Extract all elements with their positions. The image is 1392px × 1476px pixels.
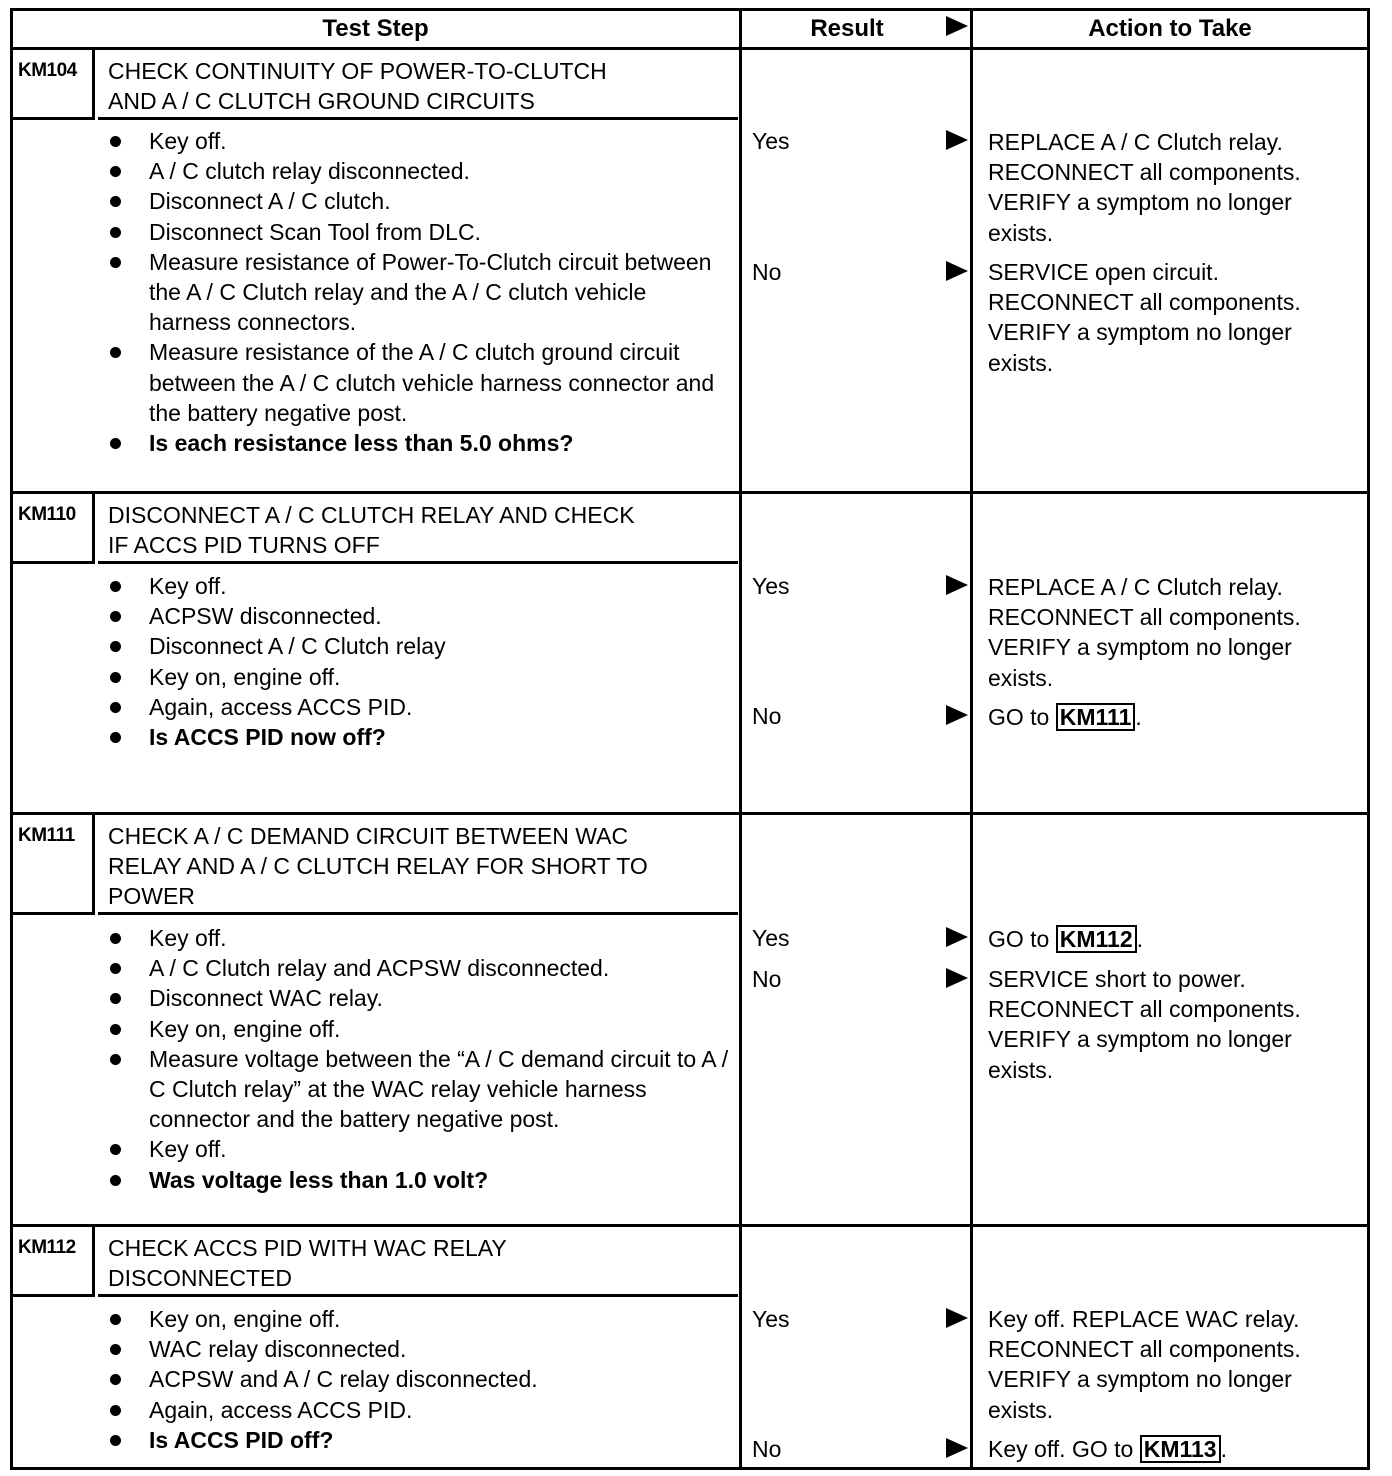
action-suffix: . [1136,926,1144,952]
list-item: A / C Clutch relay and ACPSW disconnected. [104,953,734,983]
result-no: No [752,259,782,285]
step-id: KM112 [12,1227,95,1297]
list-item: ACPSW and A / C relay disconnected. [104,1364,734,1394]
list-item-question: Is ACCS PID now off? [104,722,734,752]
column-divider-result [739,8,742,1470]
result-no: No [752,966,782,992]
arrow-right-icon [946,16,968,36]
list-item-question: Is ACCS PID off? [104,1425,734,1455]
list-item: Again, access ACCS PID. [104,692,734,722]
result-yes: Yes [752,128,790,154]
step-procedure-list [104,1304,734,1455]
list-item: Disconnect WAC relay. [104,983,734,1013]
step-reference-link[interactable]: KM112 [1056,925,1137,953]
step-reference-link[interactable]: KM111 [1056,703,1136,731]
action-text [988,924,1358,954]
arrow-right-icon [946,1308,968,1328]
action-text [988,702,1358,732]
step-id: KM104 [12,50,95,120]
action-text: REPLACE A / C Clutch relay. RECONNECT all components. VERIFY a symptom no longer exists. [988,129,1301,246]
list-item: Key off. [104,571,734,601]
step-id: KM111 [12,815,95,915]
action-text [988,1434,1358,1464]
step-title-line: DISCONNECTED [108,1265,293,1291]
step-title-line: CHECK ACCS PID WITH WAC RELAY [108,1235,507,1261]
step-title [98,815,738,915]
arrow-right-icon [946,130,968,150]
action-text: SERVICE short to power. RECONNECT all components. VERIFY a symptom no longer exists. [988,966,1301,1083]
header-action: Action to Take [1088,15,1252,42]
step-title [98,494,738,564]
step-title-line: DISCONNECT A / C CLUTCH RELAY AND CHECK [108,502,635,528]
list-item: Key off. [104,126,734,156]
action-prefix: GO to [988,926,1050,952]
step-title-line: AND A / C CLUTCH GROUND CIRCUITS [108,88,535,114]
list-item: Key on, engine off. [104,1014,734,1044]
list-item: Disconnect A / C clutch. [104,186,734,216]
list-item: Key off. [104,923,734,953]
action-prefix: Key off. GO to [988,1436,1134,1462]
arrow-right-icon [946,705,968,725]
action-text: SERVICE open circuit. RECONNECT all components. VERIFY a symptom no longer exists. [988,259,1301,376]
column-divider-action [970,8,973,1470]
result-yes: Yes [752,925,790,951]
table-border-top [10,8,1370,11]
arrow-right-icon [946,1438,968,1458]
list-item: Disconnect A / C Clutch relay [104,631,734,661]
step-title [98,50,738,120]
list-item: ACPSW disconnected. [104,601,734,631]
list-item: Measure resistance of the A / C clutch ground circuit between the A / C clutch vehicle harness connector and the battery negative post. [104,337,734,428]
header-result: Result [810,15,884,42]
list-item: Measure voltage between the “A / C demand circuit to A / C Clutch relay” at the WAC relay vehicle harness connector and the battery negative post. [104,1044,734,1135]
arrow-right-icon [946,968,968,988]
action-prefix: GO to [988,704,1050,730]
list-item: Measure resistance of Power-To-Clutch circuit between the A / C Clutch relay and the A / C clutch vehicle harness connectors. [104,247,734,338]
step-title-line: RELAY AND A / C CLUTCH RELAY FOR SHORT TO [108,853,648,879]
table-border-bottom [10,1467,1370,1470]
list-item-question: Was voltage less than 1.0 volt? [104,1165,734,1195]
step-title-line: POWER [108,883,195,909]
list-item: Key on, engine off. [104,662,734,692]
action-text: REPLACE A / C Clutch relay. RECONNECT all components. VERIFY a symptom no longer exists. [988,574,1301,691]
step-title-line: CHECK CONTINUITY OF POWER-TO-CLUTCH [108,58,607,84]
list-item: Disconnect Scan Tool from DLC. [104,217,734,247]
step-id: KM110 [12,494,95,564]
step-procedure-list [104,126,734,458]
list-item: Key off. [104,1134,734,1164]
arrow-right-icon [946,927,968,947]
result-yes: Yes [752,1306,790,1332]
header-test-step: Test Step [322,15,429,42]
list-item: Again, access ACCS PID. [104,1395,734,1425]
result-yes: Yes [752,573,790,599]
list-item: Key on, engine off. [104,1304,734,1334]
step-reference-link[interactable]: KM113 [1140,1435,1221,1463]
list-item-question: Is each resistance less than 5.0 ohms? [104,428,734,458]
arrow-right-icon [946,575,968,595]
arrow-right-icon [946,261,968,281]
result-no: No [752,1436,782,1462]
table-border-right [1367,8,1370,1470]
action-text: Key off. REPLACE WAC relay. RECONNECT all components. VERIFY a symptom no longer exists. [988,1306,1301,1423]
step-title-line: CHECK A / C DEMAND CIRCUIT BETWEEN WAC [108,823,629,849]
action-suffix: . [1135,704,1142,730]
step-title [98,1227,738,1297]
step-procedure-list [104,923,734,1195]
result-no: No [752,703,782,729]
step-title-line: IF ACCS PID TURNS OFF [108,532,380,558]
step-procedure-list [104,571,734,752]
action-suffix: . [1220,1436,1227,1462]
list-item: WAC relay disconnected. [104,1334,734,1364]
list-item: A / C clutch relay disconnected. [104,156,734,186]
